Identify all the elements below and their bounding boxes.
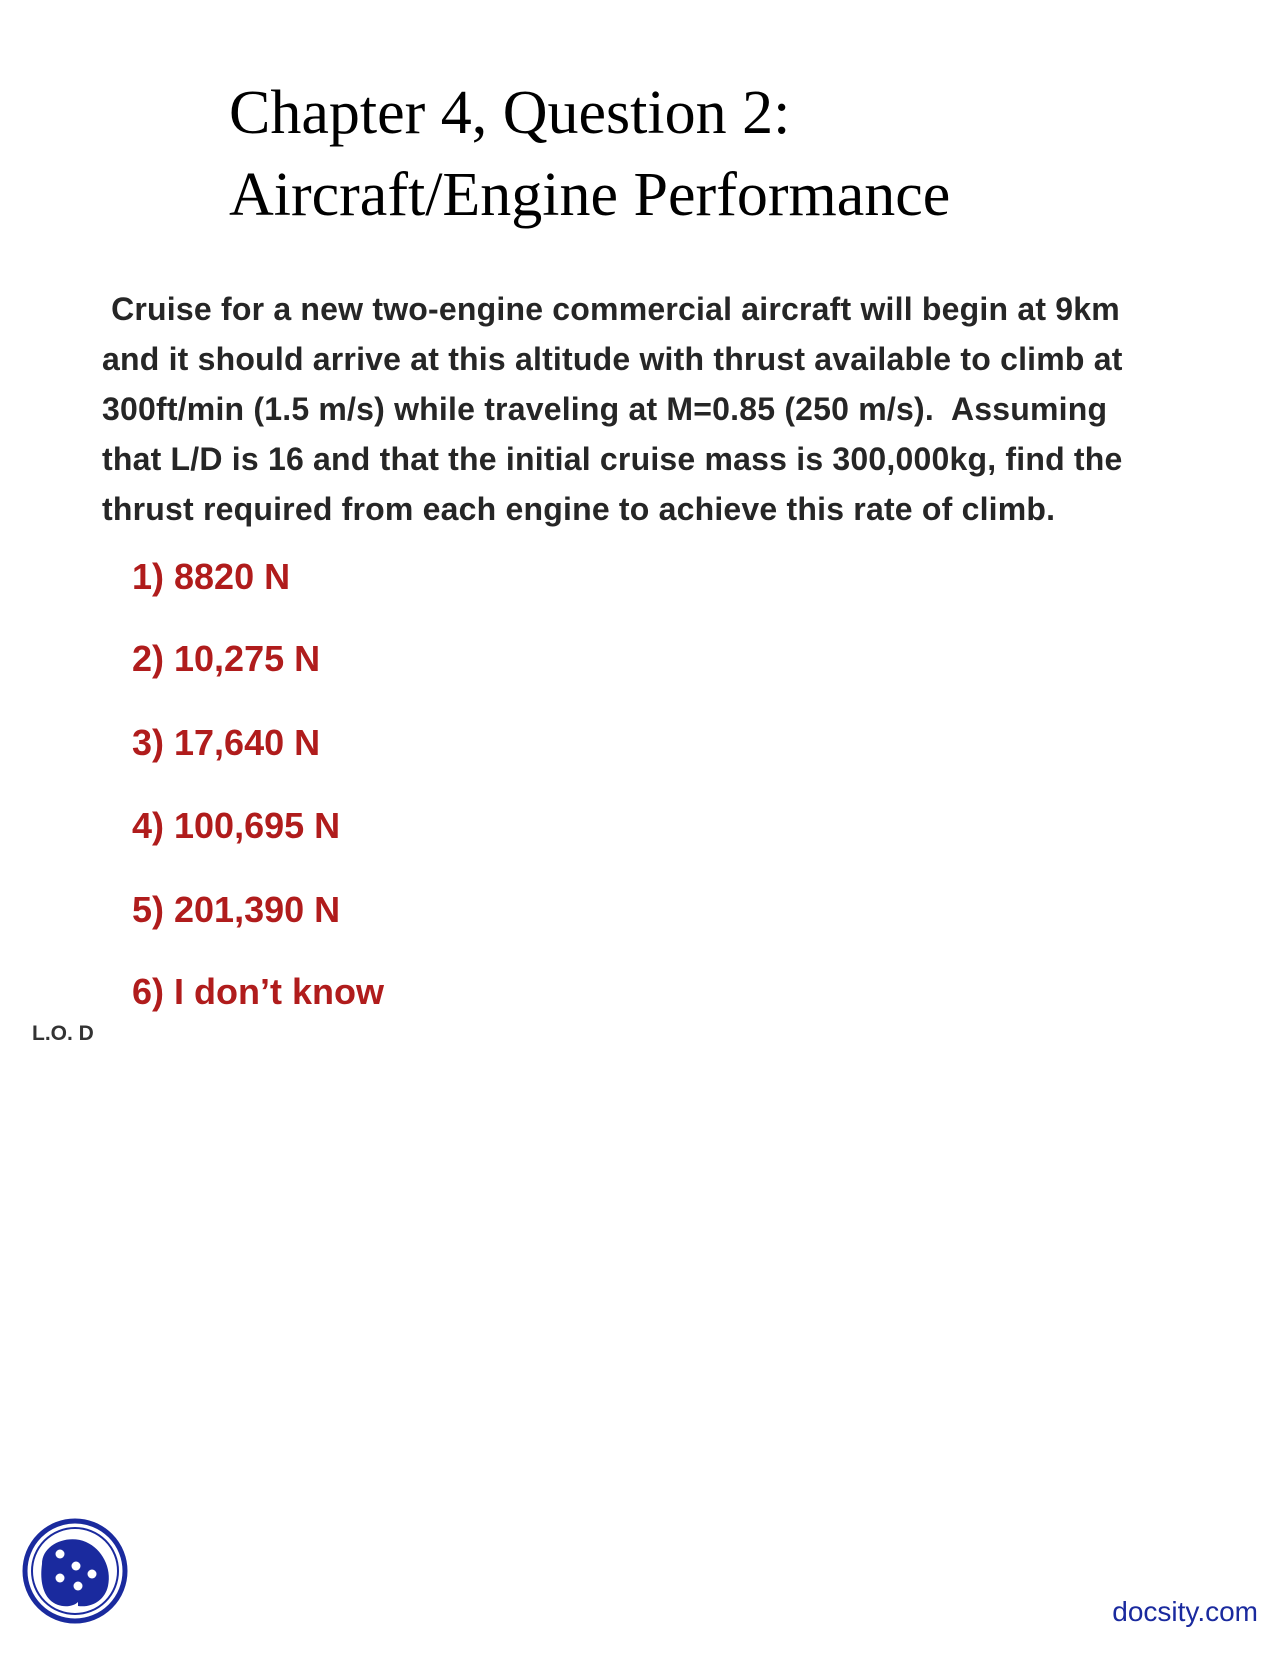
learning-objective-label: L.O. D [32, 1022, 94, 1045]
answer-option-5: 5) 201,390 N [132, 889, 341, 930]
docsity-link[interactable]: docsity.com [1112, 1596, 1258, 1627]
title-line-1: Chapter 4, Question 2: [229, 79, 791, 147]
docsity-logo-graphic [20, 1516, 130, 1626]
answer-option-4: 4) 100,695 N [132, 805, 341, 846]
answer-option-3: 3) 17,640 N [132, 722, 321, 763]
answer-option-6: 6) I don’t know [132, 971, 384, 1012]
answer-option-1: 1) 8820 N [132, 556, 291, 597]
question-line: 300ft/min (1.5 m/s) while traveling at M=0.85 (250 m/s). Assuming [102, 391, 1108, 427]
question-line: and it should arrive at this altitude with thrust available to climb at [102, 341, 1123, 377]
page-title [229, 72, 950, 236]
question-line: Cruise for a new two-engine commercial aircraft will begin at 9km [102, 291, 1120, 327]
answer-option-2: 2) 10,275 N [132, 638, 321, 679]
docsity-logo-icon[interactable] [20, 1516, 130, 1626]
question-text [102, 284, 1222, 534]
question-line: that L/D is 16 and that the initial cruise mass is 300,000kg, find the [102, 441, 1123, 477]
question-line: thrust required from each engine to achieve this rate of climb. [102, 491, 1056, 527]
title-line-2: Aircraft/Engine Performance [229, 161, 951, 229]
